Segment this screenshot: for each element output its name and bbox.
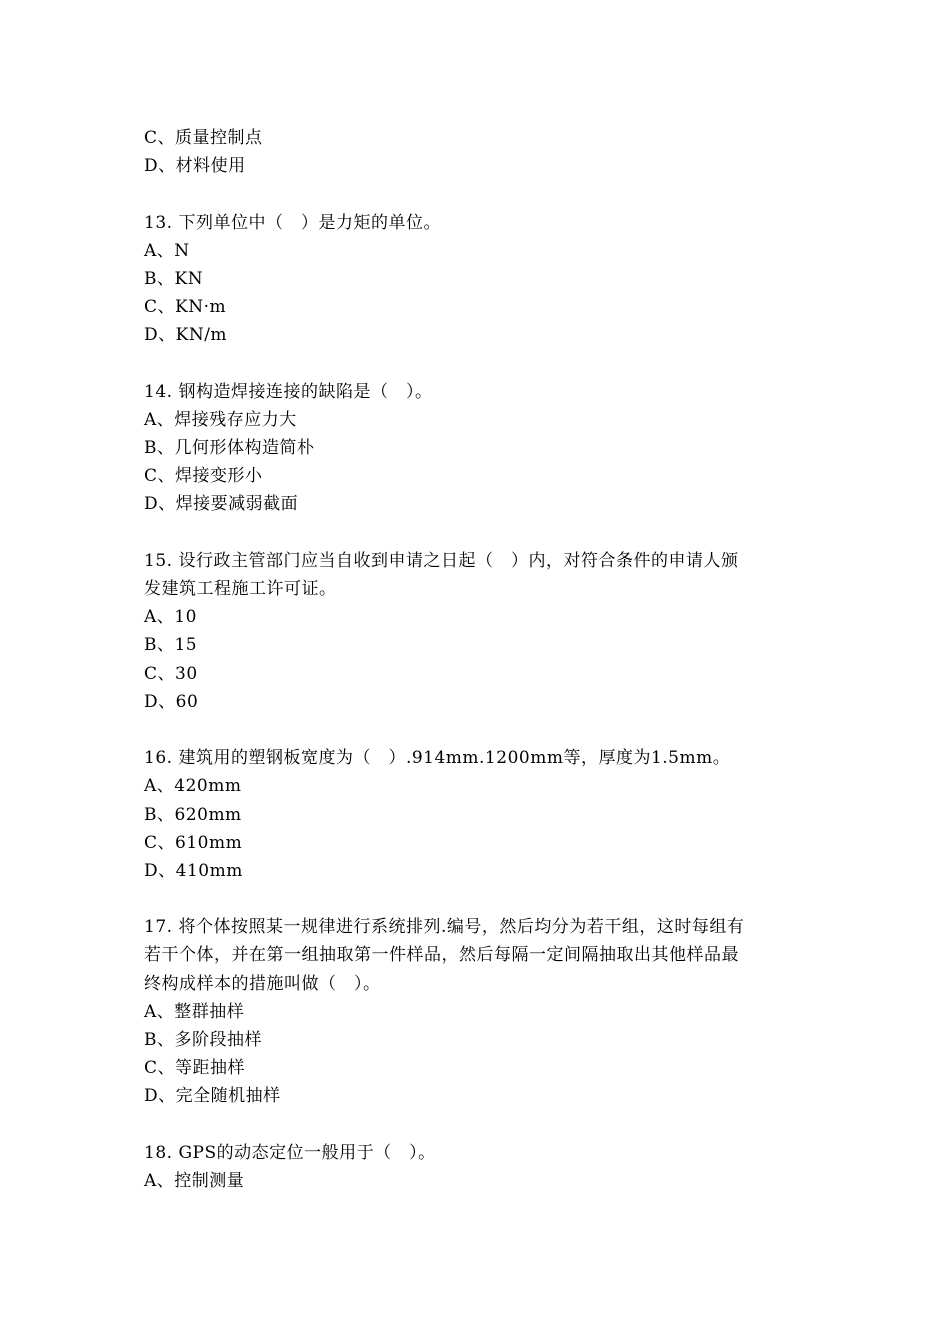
spacer [144, 885, 814, 913]
question-stem: 14. 钢构造焊接连接的缺陷是（ ）。 [144, 381, 433, 402]
option-a: A、420mm [144, 776, 242, 797]
option-c: C、等距抽样 [144, 1058, 246, 1079]
question-stem-line-1: 17. 将个体按照某一规律进行系统排列.编号，然后均分为若干组，这时每组有 [144, 917, 745, 938]
question-stem-line-2: 发建筑工程施工许可证。 [144, 579, 337, 599]
option-c: C、质量控制点 [144, 128, 263, 148]
spacer [144, 716, 814, 744]
option-a: A、整群抽样 [144, 1001, 245, 1022]
question-16 [144, 744, 814, 885]
option-b: B、620mm [144, 804, 242, 825]
option-c: C、610mm [144, 832, 243, 853]
question-stem-line-3: 终构成样本的措施叫做（ ）。 [144, 973, 381, 994]
document-page [144, 124, 814, 1195]
question-stem: 18. GPS的动态定位一般用于（ ）。 [144, 1142, 436, 1163]
spacer [144, 519, 814, 547]
question-12-tail [144, 124, 814, 180]
question-15 [144, 547, 814, 716]
option-d: D、材料使用 [144, 156, 246, 177]
option-d: D、410mm [144, 860, 243, 881]
spacer [144, 180, 814, 208]
question-stem-line-1: 15. 设行政主管部门应当自收到申请之日起（ ）内，对符合条件的申请人颁 [144, 550, 739, 571]
option-d: D、60 [144, 691, 199, 712]
question-18 [144, 1139, 814, 1195]
option-b: B、15 [144, 635, 198, 656]
question-stem: 13. 下列单位中（ ）是力矩的单位。 [144, 212, 441, 233]
option-b: B、KN [144, 268, 204, 289]
option-c: C、焊接变形小 [144, 466, 263, 487]
spacer [144, 350, 814, 378]
spacer [144, 1111, 814, 1139]
option-a: A、N [144, 240, 190, 261]
option-a: A、焊接残存应力大 [144, 409, 297, 430]
question-17 [144, 913, 814, 1110]
option-b: B、几何形体构造简朴 [144, 438, 315, 459]
question-14 [144, 378, 814, 519]
option-b: B、多阶段抽样 [144, 1030, 262, 1050]
option-a: A、10 [144, 607, 197, 628]
option-c: C、KN·m [144, 297, 227, 318]
question-stem-line-2: 若干个体，并在第一组抽取第一件样品，然后每隔一定间隔抽取出其他样品最 [144, 945, 739, 966]
option-a: A、控制测量 [144, 1170, 245, 1191]
option-c: C、30 [144, 663, 198, 684]
question-13 [144, 209, 814, 350]
option-d: D、完全随机抽样 [144, 1086, 281, 1107]
option-d: D、焊接要减弱截面 [144, 494, 299, 515]
question-stem: 16. 建筑用的塑钢板宽度为（ ）.914mm.1200mm等，厚度为1.5mm。 [144, 748, 731, 769]
option-d: D、KN/m [144, 325, 228, 346]
